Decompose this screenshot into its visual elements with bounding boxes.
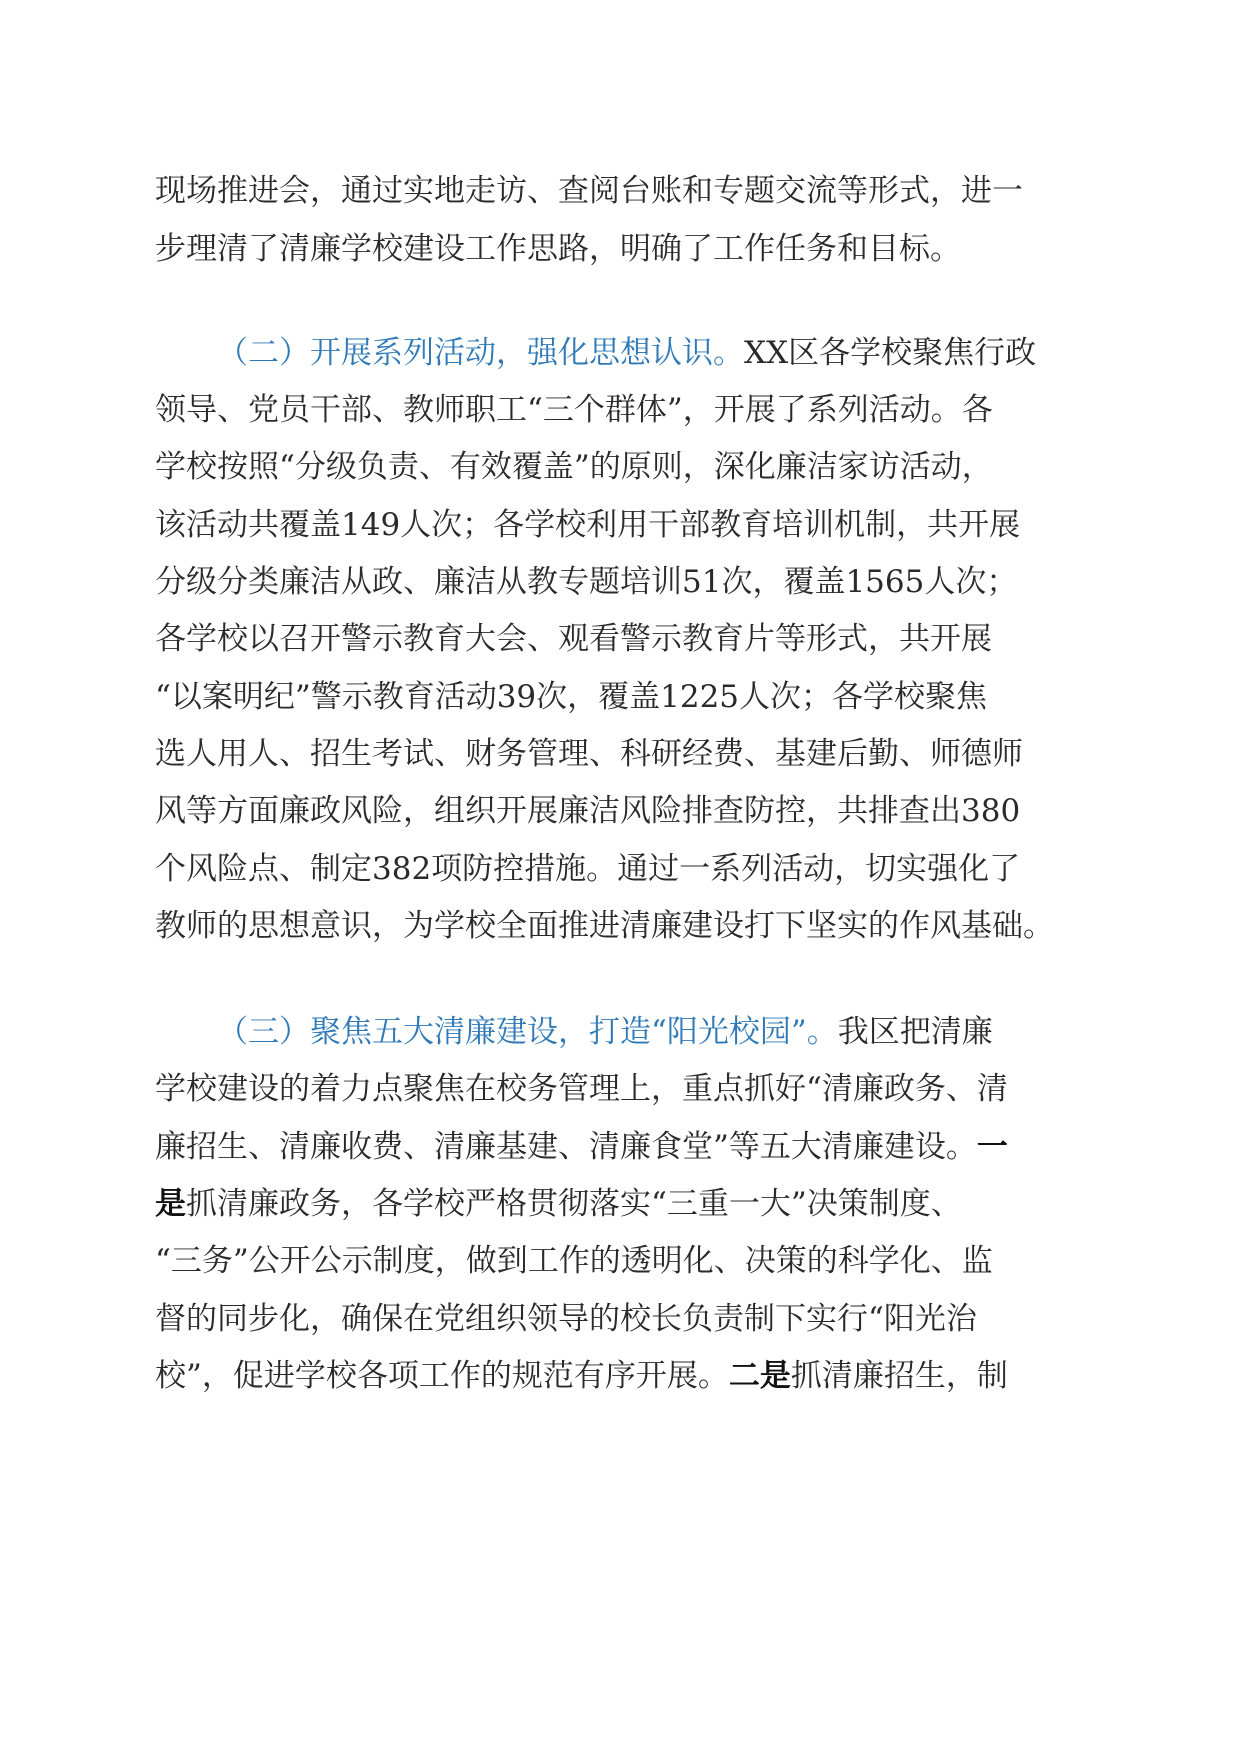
paragraph-3-line-6: 督的同步化，确保在党组织领导的校长负责制下实行“阳光治	[155, 1301, 977, 1337]
paragraph-2-line-1-text: XX区各学校聚焦行政	[744, 335, 1037, 371]
paragraph-1-line-1: 现场推进会，通过实地走访、查阅台账和专题交流等形式，进一	[155, 173, 1023, 209]
paragraph-2-line-3: 学校按照“分级负责、有效覆盖”的原则，深化廉洁家访活动，	[155, 449, 993, 485]
paragraph-2-line-7: “以案明纪”警示教育活动39次，覆盖1225人次；各学校聚焦	[155, 679, 988, 715]
section-heading-3: （三）聚焦五大清廉建设，打造“阳光校园”。	[217, 1014, 838, 1050]
paragraph-3-line-4	[155, 1184, 962, 1224]
paragraph-3-line-3	[155, 1127, 1008, 1167]
paragraph-3-line-3-text: 廉招生、清廉收费、清廉基建、清廉食堂”等五大清廉建设。	[155, 1129, 977, 1165]
paragraph-2-line-1	[217, 333, 1036, 373]
paragraph-3-line-5: “三务”公开公示制度，做到工作的透明化、决策的科学化、监	[155, 1243, 993, 1279]
paragraph-1-line-2: 步理清了清廉学校建设工作思路，明确了工作任务和目标。	[155, 231, 961, 267]
paragraph-2-line-4: 该活动共覆盖149人次；各学校利用干部教育培训机制，共开展	[155, 507, 1021, 543]
emphasis-second-is: 二是	[728, 1358, 791, 1394]
paragraph-2-line-9: 风等方面廉政风险，组织开展廉洁风险排查防控，共排查出380	[155, 793, 1021, 829]
section-heading-2: （二）开展系列活动，强化思想认识。	[217, 335, 744, 371]
emphasis-first: 一	[976, 1129, 1008, 1165]
paragraph-3-line-7-rest: 抓清廉招生，制	[790, 1358, 1008, 1394]
paragraph-3-line-1	[217, 1012, 993, 1052]
paragraph-3-line-2: 学校建设的着力点聚焦在校务管理上，重点抓好“清廉政务、清	[155, 1071, 1008, 1107]
paragraph-3-line-4-text: 抓清廉政务，各学校严格贯彻落实“三重一大”决策制度、	[186, 1186, 962, 1222]
paragraph-2-line-5: 分级分类廉洁从政、廉洁从教专题培训51次，覆盖1565人次；	[155, 564, 1018, 600]
paragraph-2-line-8: 选人用人、招生考试、财务管理、科研经费、基建后勤、师德师	[155, 736, 1023, 772]
paragraph-3-line-7	[155, 1356, 1008, 1396]
paragraph-2-line-6: 各学校以召开警示教育大会、观看警示教育片等形式，共开展	[155, 621, 992, 657]
paragraph-2-line-10: 个风险点、制定382项防控措施。通过一系列活动，切实强化了	[155, 851, 1021, 887]
emphasis-is: 是	[155, 1186, 186, 1222]
paragraph-2-line-2: 领导、党员干部、教师职工“三个群体”，开展了系列活动。各	[155, 392, 993, 428]
paragraph-3-line-7-text: 校”，促进学校各项工作的规范有序开展。	[155, 1358, 729, 1394]
paragraph-2-line-11: 教师的思想意识，为学校全面推进清廉建设打下坚实的作风基础。	[155, 908, 1054, 944]
paragraph-3-line-1-text: 我区把清廉	[837, 1014, 993, 1050]
